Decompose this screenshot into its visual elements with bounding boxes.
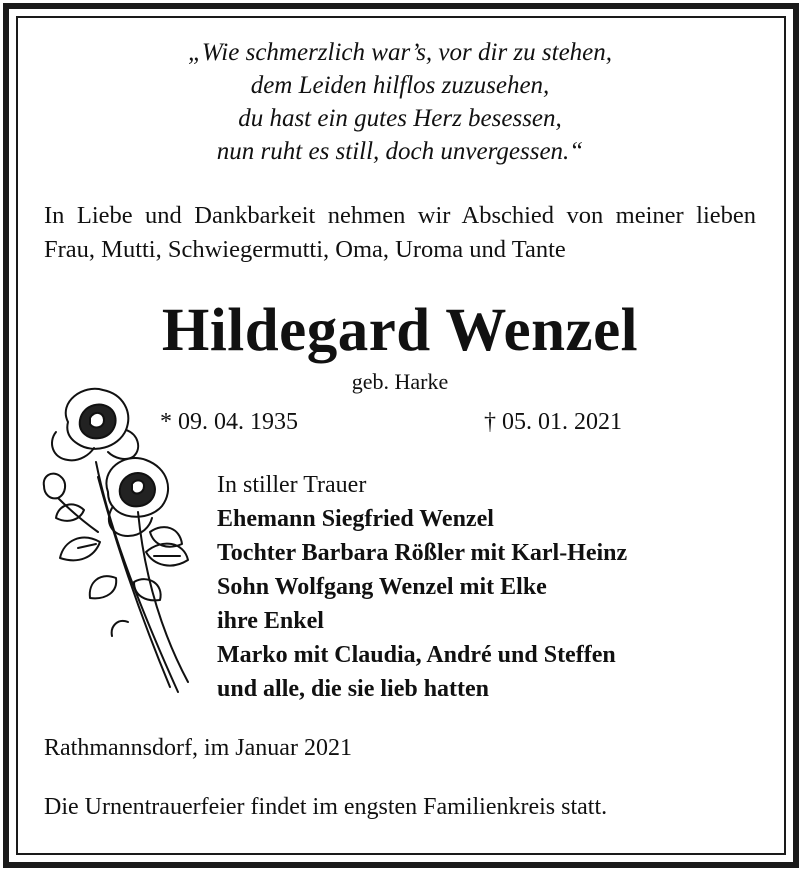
poem-line: „Wie schmerzlich war’s, vor dir zu stehen,	[187, 39, 613, 66]
mourner-line: Ehemann Siegfried Wenzel	[217, 506, 494, 532]
mourners-block	[217, 468, 627, 706]
mourner-line: ihre Enkel	[217, 608, 324, 634]
poem	[0, 36, 800, 168]
funeral-note: Die Urnentrauerfeier findet im engsten Familienkreis statt.	[44, 794, 608, 820]
poem-line: nun ruht es still, doch unvergessen.“	[216, 138, 584, 165]
poem-line: du hast ein gutes Herz besessen,	[238, 105, 562, 132]
intro-text: In Liebe und Dankbarkeit nehmen wir Abschied von meiner lieben Frau, Mutti, Schwiegermutti, Oma, Uroma und Tante	[44, 202, 756, 263]
death-date: † 05. 01. 2021	[484, 409, 622, 435]
mourner-line: Sohn Wolfgang Wenzel mit Elke	[217, 574, 547, 600]
mourners-lead: In stiller Trauer	[217, 472, 367, 498]
roses-icon	[38, 382, 198, 702]
place-date: Rathmannsdorf, im Januar 2021	[44, 735, 352, 761]
mourner-line: und alle, die sie lieb hatten	[217, 676, 490, 702]
mourner-line: Tochter Barbara Rößler mit Karl-Heinz	[217, 540, 628, 566]
poem-line: dem Leiden hilflos zuzusehen,	[250, 72, 550, 99]
maiden-name: geb. Harke	[351, 369, 449, 394]
birth-date: * 09. 04. 1935	[160, 409, 298, 435]
deceased-name: Hildegard Wenzel	[161, 297, 639, 364]
mourner-line: Marko mit Claudia, André und Steffen	[217, 642, 616, 668]
